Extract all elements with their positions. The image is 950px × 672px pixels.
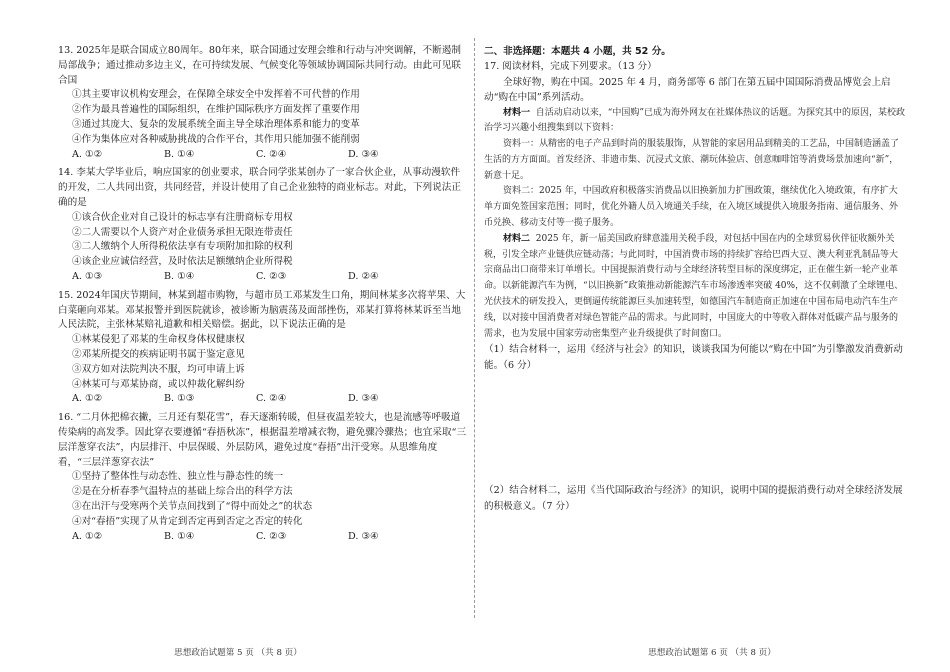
question-14-stem: 14. 李某大学毕业后，响应国家的创业要求，联合同学张某创办了一家合伙企业，从事动漫软件的开发，二人共同出资，共同经营，并设计使用了自己企业独特的商业标志。对此，下列说法正确的是 <box>58 167 461 208</box>
question-16-option: ④对“春捂”实现了从肯定到否定再到否定之否定的转化 <box>72 515 303 527</box>
question-13-choices <box>58 148 467 163</box>
question-17-title: 17. 阅读材料，完成下列要求。（13 分） <box>484 61 657 72</box>
answer-space-2[interactable] <box>484 514 906 574</box>
question-15-option: ①林某侵犯了邓某的生命权身体权健康权 <box>72 334 245 346</box>
question-15-option: ②邓某所提交的疾病证明书属于鉴定意见 <box>72 348 245 360</box>
question-13-option: ②作为最具普遍性的国际组织，在维护国际秩序方面发挥了重要作用 <box>72 104 360 116</box>
choice-d: D. ③④ <box>348 530 379 542</box>
choice-c: C. ②③ <box>256 530 287 542</box>
page-5-footer: 思想政治试题第 5 页 （共 8 页） <box>174 648 302 658</box>
question-16-option: ①坚持了整体性与动态性、独立性与静态性的统一 <box>72 471 284 483</box>
material-1 <box>484 106 906 138</box>
material-2-label: 材料二 <box>503 233 531 244</box>
choice-a: A. ①② <box>72 530 103 542</box>
question-17-intro: 全球好物，购在中国。2025 年 4 月，商务部等 6 部门在第五届中国国际消费品博览会上启动“购在中国”系列活动。 <box>484 76 891 103</box>
material-2-text: 2025 年，新一届美国政府肆意滥用关税手段，对包括中国在内的全球贸易伙伴征收额外关税，引发全球产业链供应链动荡；与此同时，中国消费市场的持续扩容给巴西大豆、澳大利亚乳制品等大宗商品出口商带来订单增长。中国提振消费行动与全球经济转型目标的深度绑定，正在催生新一轮产业革命。以新能源汽车为例，“以旧换新”政策推动新能源汽车市场渗透率突破 40%，这不仅刺激了全球锂电、光伏技术的研发投入，更倒逼传统能源巨头加速转型，如德国汽车制造商正加速在中国布局电动汽车生产线，以对接中国消费者对绿色智能产品的需求。与此同时，中国庞大的中等收入群体对低碳产品与服务的需求，也为发展中国家劳动密集型产业升级提供了时间窗口。 <box>484 233 904 339</box>
material-1-text: 自活动启动以来，“中国购”已成为海外网友在社媒体热议的话题。为探究其中的原因，某校政治学习兴趣小组搜集到以下资料： <box>484 107 905 134</box>
question-13-option: ④作为集体应对各种威胁挑战的合作平台，其作用只能加强不能削弱 <box>72 133 360 145</box>
question-13 <box>58 44 467 162</box>
material-2 <box>484 232 906 343</box>
question-16-stem: 16. “二月休把棉衣撇，三月还有梨花雪”，春天逐渐转暖，但昼夜温差较大，也是流感等呼吸道传染病的高发季。因此穿衣要遵循“春捂秋冻”，根据温差增减衣物，避免骤冷骤热；也宜采取“三层洋葱穿衣法”，内层排汗、中层保暖、外层防风，避免过度“春捂”出汗受寒。从思维角度看，“三层洋葱穿衣法” <box>58 412 467 468</box>
question-13-option: ③通过其庞大、复杂的发展系统全面主导全球治理体系和能力的变革 <box>72 118 360 130</box>
question-13-option: ①其主要审议机构安理会，在保障全球安全中发挥着不可代替的作用 <box>72 89 360 101</box>
question-16 <box>58 411 467 544</box>
answer-space-1[interactable] <box>484 373 906 483</box>
question-15-choices <box>58 392 467 407</box>
choice-b: B. ①④ <box>164 148 195 160</box>
question-15 <box>58 289 467 407</box>
page-6 <box>476 0 950 672</box>
choice-b: B. ①④ <box>164 530 195 542</box>
question-14-option: ①该合伙企业对自己设计的标志享有注册商标专用权 <box>72 211 293 223</box>
question-14-choices <box>58 270 467 285</box>
choice-a: A. ①② <box>72 148 103 160</box>
question-15-option: ④林某可与邓某协商，或以仲裁化解纠纷 <box>72 378 245 390</box>
sub-question-1: （1）结合材料一，运用《经济与社会》的知识，谈谈我国为何能以“购在中国”为引擎激发消费新动能。（6 分） <box>484 344 903 371</box>
choice-b: B. ①③ <box>164 393 195 405</box>
question-16-option: ②是在分析春季气温特点的基础上综合出的科学方法 <box>72 486 293 498</box>
resource-1: 资料一：从精密的电子产品到时尚的服装服饰，从智能的家居用品到精美的工艺品，中国制造涵盖了生活的方方面面。首发经济、非遗市集、沉浸式文旅、潮玩体验店、创意咖啡馆等消费场景加速向“新”，新意十足。 <box>484 139 900 181</box>
question-13-stem: 13. 2025年是联合国成立80周年。80年来，联合国通过安理会维和行动与冲突调解，不断遏制局部战争；通过推动多边主义，在可持续发展、气候变化等领域协调国际共同行动。由此可见联合国 <box>58 45 461 86</box>
choice-c: C. ②④ <box>256 148 287 160</box>
material-1-label: 材料一 <box>503 107 531 118</box>
question-14-option: ②二人需要以个人资产对企业债务承担无限连带责任 <box>72 226 293 238</box>
question-16-option: ③在出汗与受寒两个关节点间找到了“得中而处之”的状态 <box>72 500 313 512</box>
choice-d: D. ③④ <box>348 393 379 405</box>
choice-a: A. ①③ <box>72 270 103 282</box>
page-6-footer: 思想政治试题第 6 页 （共 8 页） <box>648 648 776 658</box>
choice-b: B. ①④ <box>164 270 195 282</box>
question-14-option: ④该企业应诚信经营，及时依法足额缴纳企业所得税 <box>72 256 293 268</box>
choice-d: D. ②④ <box>348 270 379 282</box>
question-14 <box>58 166 467 284</box>
choice-d: D. ③④ <box>348 148 379 160</box>
resource-2: 资料二：2025 年，中国政府积极落实消费品以旧换新加力扩围政策，继续优化入境政策，有序扩大单方面免签国家范围；同时，优化外籍人员入境通关手续，在入境区域提供入境服务指南、通信服务、外币兑换、移动支付等一揽子服务。 <box>484 186 899 229</box>
question-14-option: ③二人缴纳个人所得税依法享有专项附加扣除的权利 <box>72 241 293 253</box>
page-divider <box>474 38 475 618</box>
choice-c: C. ②④ <box>256 393 287 405</box>
question-16-choices <box>58 530 467 545</box>
section-heading: 二、非选择题：本题共 4 小题，共 52 分。 <box>484 46 671 57</box>
sub-question-2: （2）结合材料二，运用《当代国际政治与经济》的知识，说明中国的提振消费行动对全球经济发展的积极意义。（7 分） <box>484 485 903 512</box>
question-15-stem: 15. 2024年国庆节期间，林某到超市购物，与超市员工邓某发生口角，期间林某多次将苹果、大白菜砸向邓某。邓某报警并到医院就诊，被诊断为脑震荡及面部挫伤，邓某打算将林某诉至当地人民法院，主张林某赔礼道歉和相关赔偿。据此，以下说法正确的是 <box>58 289 466 331</box>
choice-a: A. ①② <box>72 393 103 405</box>
question-15-option: ③双方如对法院判决不服，均可申请上诉 <box>72 363 245 375</box>
choice-c: C. ②③ <box>256 270 287 282</box>
